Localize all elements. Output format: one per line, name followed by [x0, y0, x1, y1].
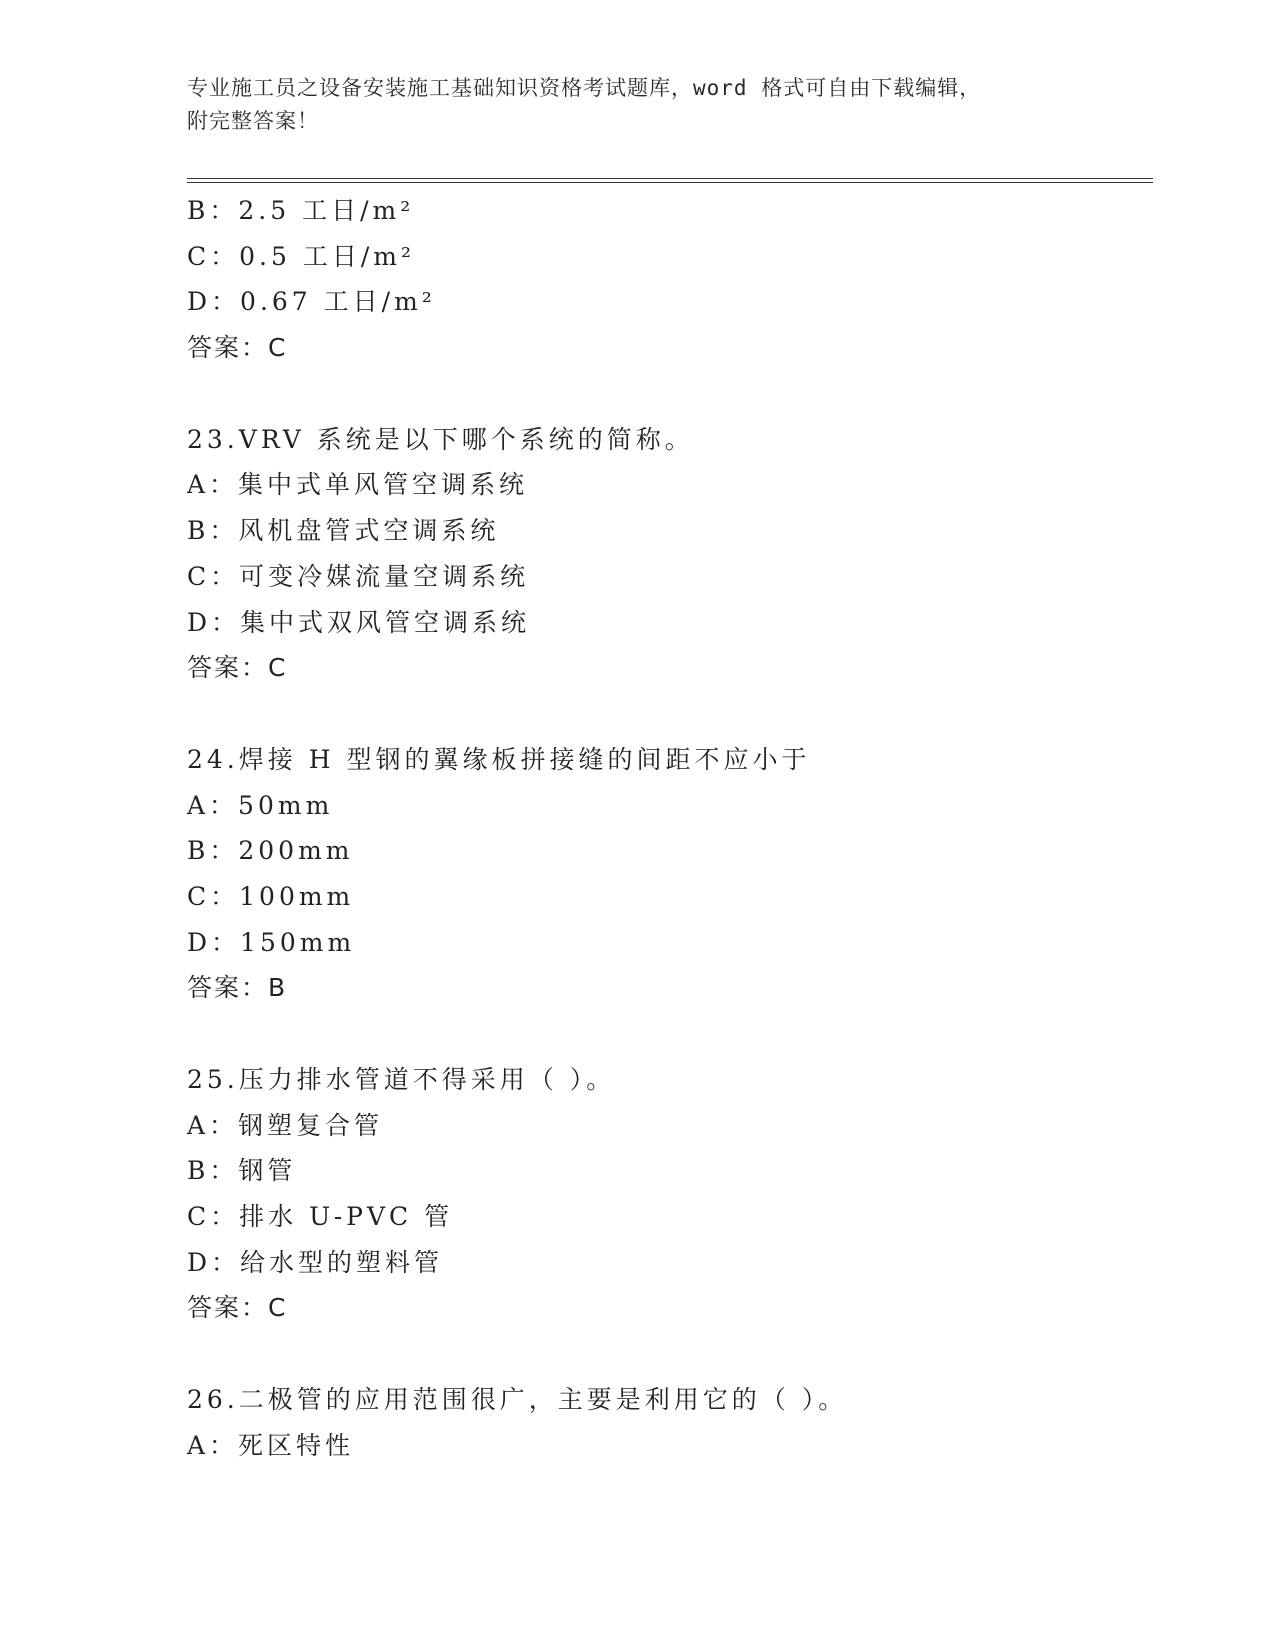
- question-stem: 25.压力排水管道不得采用（ ）。: [187, 1065, 616, 1094]
- question-list: [187, 188, 1147, 1469]
- question-25: [187, 1057, 1147, 1331]
- answer-line: 答案：C: [187, 653, 288, 683]
- spacer: [187, 691, 1147, 737]
- question-stem: 26.二极管的应用范围很广，主要是利用它的（ ）。: [187, 1385, 848, 1415]
- question-stem: 24.焊接 H 型钢的翼缘板拼接缝的间距不应小于: [187, 744, 811, 774]
- option-d: D：集中式双风管空调系统: [187, 607, 531, 637]
- spacer: [187, 371, 1147, 417]
- option-a: A：50mm: [187, 790, 334, 820]
- spacer: [187, 1011, 1147, 1057]
- option-c: C：0.5 工日/m²: [187, 241, 415, 271]
- option-c: C：可变冷媒流量空调系统: [187, 561, 530, 591]
- question-26: [187, 1377, 1147, 1468]
- question-24: [187, 737, 1147, 1011]
- option-b: B：风机盘管式空调系统: [187, 516, 500, 546]
- header-line-1: 专业施工员之设备安装施工基础知识资格考试题库，word 格式可自由下载编辑，: [187, 76, 982, 100]
- answer-line: 答案：B: [187, 973, 288, 1003]
- option-d: D：150mm: [187, 927, 356, 957]
- header-divider-bottom: [187, 182, 1153, 183]
- option-c: C：排水 U-PVC 管: [187, 1202, 454, 1232]
- answer-line: 答案：C: [187, 1293, 288, 1323]
- header-line-2: 附完整答案！: [187, 109, 319, 133]
- option-b: B：钢管: [187, 1156, 297, 1186]
- option-a: A：钢塑复合管: [187, 1110, 384, 1140]
- option-b: B：200mm: [187, 836, 354, 866]
- spacer: [187, 1331, 1147, 1377]
- option-a: A：集中式单风管空调系统: [187, 470, 529, 500]
- option-a: A：死区特性: [187, 1430, 355, 1460]
- question-stem: 23.VRV 系统是以下哪个系统的简称。: [187, 424, 694, 454]
- document-header: [187, 72, 1067, 138]
- header-divider-top: [187, 178, 1153, 179]
- question-22-continued: [187, 188, 1147, 371]
- option-b: B：2.5 工日/m²: [187, 196, 415, 225]
- option-d: D：0.67 工日/m²: [187, 287, 436, 317]
- option-c: C：100mm: [187, 881, 355, 911]
- answer-line: 答案：C: [187, 333, 288, 363]
- question-23: [187, 417, 1147, 691]
- option-d: D：给水型的塑料管: [187, 1247, 444, 1277]
